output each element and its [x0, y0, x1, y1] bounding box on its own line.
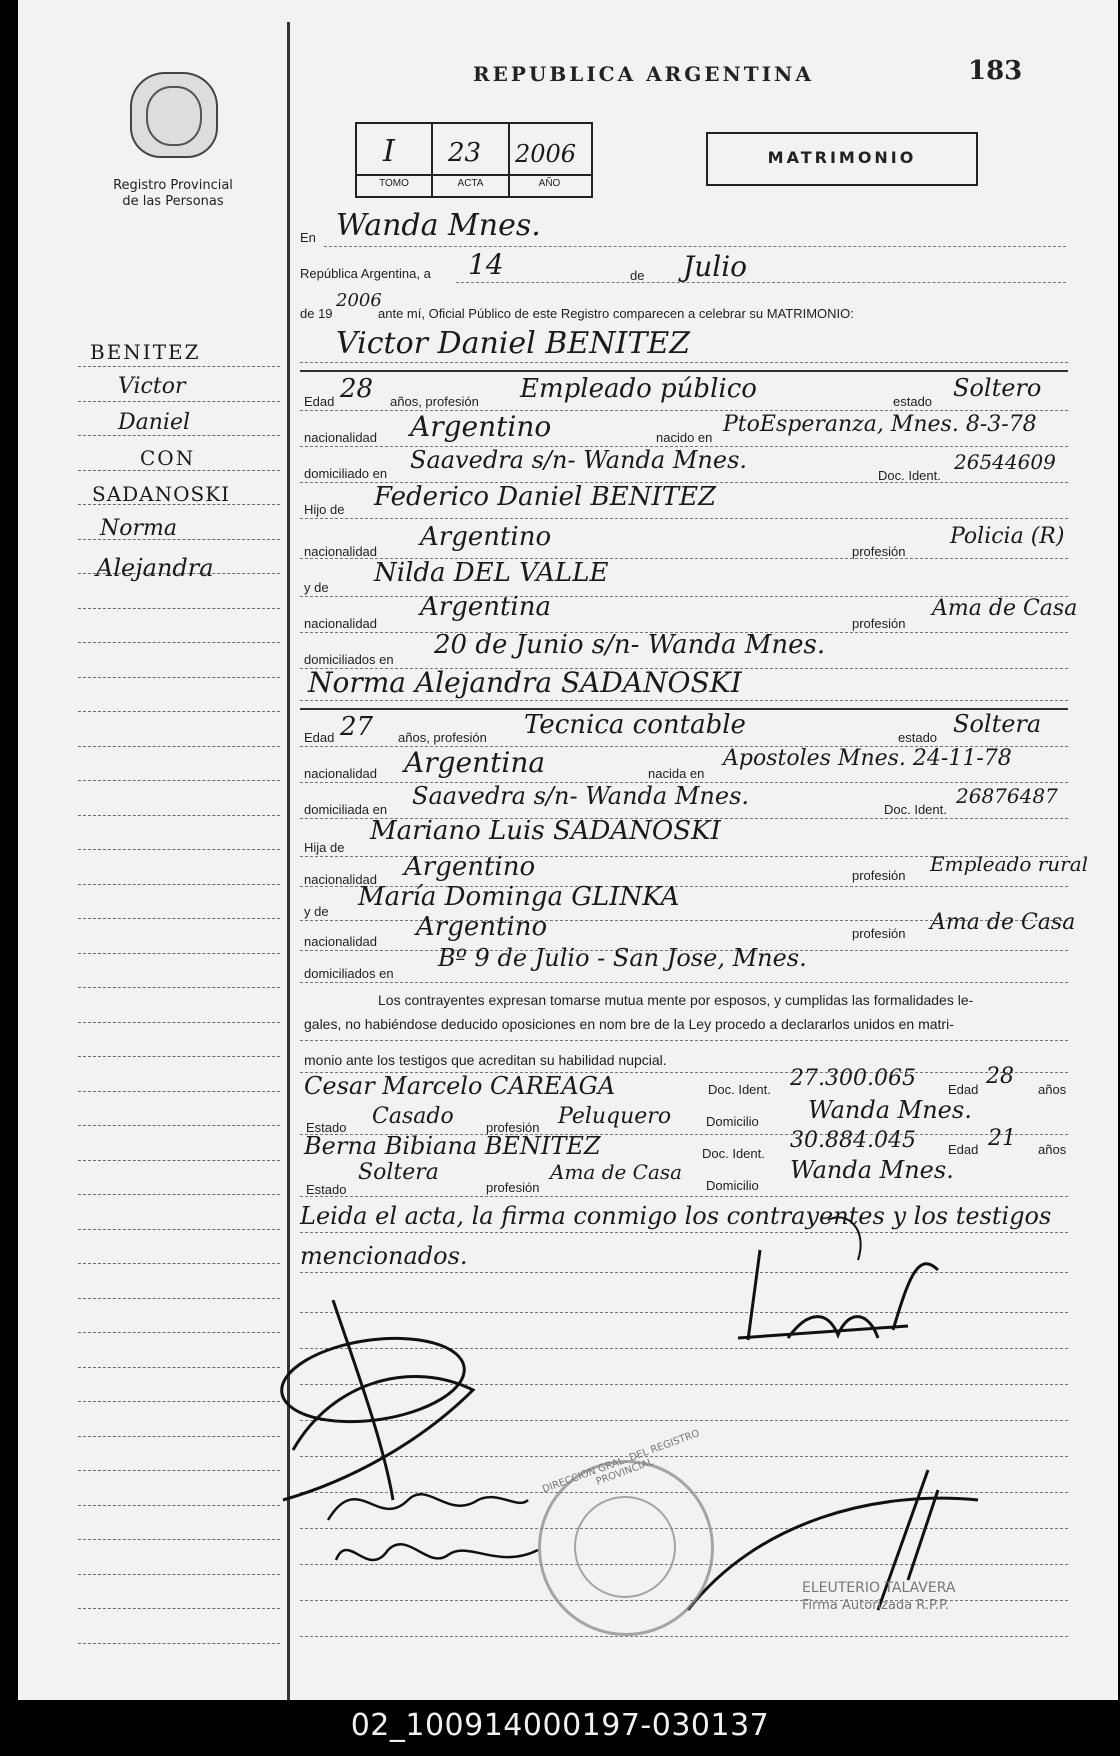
witness-1-anos-label: años	[1038, 1082, 1067, 1097]
witness-2-domicilio: Wanda Mnes.	[790, 1156, 954, 1184]
bride-padres-dom: Bº 9 de Julio - San Jose, Mnes.	[438, 944, 807, 972]
margin-rule	[78, 401, 280, 402]
margin-rule	[78, 1229, 280, 1230]
bride-edad: 27	[340, 712, 374, 742]
margin-rule	[78, 1539, 280, 1540]
groom-nacido-label: nacido en	[656, 430, 713, 445]
margin-rule	[78, 1367, 280, 1368]
bride-madre-nac-label: nacionalidad	[304, 934, 378, 949]
acta-caption: ACTA	[457, 178, 484, 189]
bride-padre-prof-label: profesión	[852, 868, 906, 883]
groom-madre: Nilda DEL VALLE	[374, 558, 609, 588]
bride-name-rule	[300, 700, 1068, 701]
registry-name: Registro Provincial de las Personas	[113, 178, 233, 209]
bride-doc-label: Doc. Ident.	[884, 802, 947, 817]
margin-rule	[78, 849, 280, 850]
year-value: 2006	[336, 290, 382, 311]
groom-nac-label: nacionalidad	[304, 430, 378, 445]
witness-2-domicilio-label: Domicilio	[706, 1178, 759, 1193]
bride-madre-prof-label: profesión	[852, 926, 906, 941]
witness-1-doc-label: Doc. Ident.	[708, 1082, 771, 1097]
place-rule	[324, 246, 1066, 247]
margin-rule	[78, 1505, 280, 1506]
witness-1-edad: 28	[986, 1064, 1014, 1089]
witness-1-profesion: Peluquero	[558, 1104, 672, 1129]
bride-yde-label: y de	[304, 904, 329, 919]
bride-estado: Soltera	[953, 710, 1042, 738]
margin-rule	[78, 642, 280, 643]
margin-rule	[78, 1608, 280, 1609]
box-caption-rule	[355, 174, 591, 176]
groom-padre-prof: Policia (R)	[950, 524, 1065, 549]
ano-caption: AÑO	[538, 178, 561, 189]
groom-estado: Soltero	[953, 374, 1042, 402]
place-value: Wanda Mnes.	[336, 208, 541, 243]
margin-rule	[78, 884, 280, 885]
margin-rule	[78, 746, 280, 747]
margin-rule	[78, 366, 280, 367]
margin-rule	[78, 711, 280, 712]
scan-id: 02_100914000197-030137	[350, 1708, 770, 1743]
month-value: Julio	[683, 250, 748, 283]
declaration-rule-1	[300, 1040, 1068, 1041]
margin-rule	[78, 1574, 280, 1575]
groom-yde-label: y de	[304, 580, 329, 595]
margin-line-5: SADANOSKI	[92, 482, 231, 506]
bride-madre-prof: Ama de Casa	[930, 910, 1076, 935]
groom-edad: 28	[340, 374, 374, 404]
groom-padre-nac-label: nacionalidad	[304, 544, 378, 559]
declaration-line-2: gales, no habiéndose deducido oposiciones en nom bre de la Ley procedo a declararlos unidos en matri-	[304, 1016, 954, 1032]
bride-padre: Mariano Luis SADANOSKI	[370, 816, 721, 846]
bride-edad-label: Edad	[304, 730, 335, 745]
groom-madre-prof: Ama de Casa	[932, 596, 1078, 621]
groom-domicilio: Saavedra s/n- Wanda Mnes.	[410, 446, 748, 474]
margin-line-4: CON	[140, 446, 196, 470]
tomo-value: I	[383, 134, 395, 169]
groom-nacido: PtoEsperanza, Mnes. 8-3-78	[723, 412, 1037, 437]
ano-value: 2006	[515, 140, 577, 168]
signature-officer	[718, 1190, 1018, 1370]
witness-1-domicilio: Wanda Mnes.	[808, 1096, 972, 1124]
bride-estado-label: estado	[898, 730, 938, 745]
margin-rule	[78, 1125, 280, 1126]
groom-name-rule	[300, 362, 1068, 363]
margin-rule	[78, 677, 280, 678]
bride-madre: María Dominga GLINKA	[358, 882, 680, 912]
margin-rule	[78, 1160, 280, 1161]
groom-madre-nac: Argentina	[420, 592, 551, 622]
witness-2-name: Berna Bibiana BENITEZ	[304, 1132, 601, 1160]
groom-line-4	[300, 518, 1068, 519]
groom-doc-label: Doc. Ident.	[878, 468, 941, 483]
groom-dom-label: domiciliado en	[304, 466, 388, 481]
document-page	[18, 0, 1118, 1700]
witness-2-edad: 21	[988, 1126, 1016, 1151]
margin-line-1: BENITEZ	[90, 340, 201, 364]
groom-nacionalidad: Argentino	[410, 410, 552, 443]
margin-rule	[78, 815, 280, 816]
closing-statement: Leida el acta, la firma conmigo los contrayentes y los testigos mencionados.	[300, 1202, 1052, 1270]
bride-nac-label: nacionalidad	[304, 766, 378, 781]
margin-rule	[78, 1194, 280, 1195]
bride-doc: 26876487	[956, 784, 1058, 808]
bride-profesion-label: años, profesión	[398, 730, 487, 745]
witness-2-anos-label: años	[1038, 1142, 1067, 1157]
margin-rule	[78, 435, 280, 436]
declaration-line-1: Los contrayentes expresan tomarse mutua mente por esposos, y cumplidas las formalidades le-	[378, 992, 974, 1008]
groom-madre-nac-label: nacionalidad	[304, 616, 378, 631]
margin-line-3: Daniel	[118, 410, 191, 435]
witness-2-estado-label: Estado	[306, 1182, 347, 1197]
witness-1-doc: 27.300.065	[790, 1066, 916, 1091]
margin-rule	[78, 470, 280, 471]
margin-line-7: Alejandra	[96, 554, 214, 582]
margin-rule	[78, 1022, 280, 1023]
bride-full-name: Norma Alejandra SADANOSKI	[308, 666, 742, 699]
groom-hijo-label: Hijo de	[304, 502, 345, 517]
witness-2-doc: 30.884.045	[790, 1128, 916, 1153]
acta-value: 23	[448, 138, 482, 168]
bride-nacionalidad: Argentina	[404, 746, 546, 779]
republica-label: República Argentina, a	[300, 266, 431, 281]
signature-witness-2	[328, 1520, 548, 1590]
date-rule	[456, 282, 1066, 283]
year-prefix: de 19	[300, 306, 333, 321]
groom-madre-prof-label: profesión	[852, 616, 906, 631]
groom-profesion: Empleado público	[520, 374, 757, 404]
bride-domicilio: Saavedra s/n- Wanda Mnes.	[412, 782, 750, 810]
margin-rule	[78, 918, 280, 919]
margin-line-6: Norma	[100, 516, 177, 541]
margin-rule	[78, 608, 280, 609]
margin-rule	[78, 1263, 280, 1264]
folio-number: 183	[968, 56, 1023, 86]
opening-sentence: ante mí, Oficial Público de este Registro comparecen a celebrar su MATRIMONIO:	[378, 306, 854, 321]
month-de-label: de	[630, 268, 645, 283]
witness-1-name: Cesar Marcelo CAREAGA	[304, 1072, 616, 1100]
witness-1-edad-label: Edad	[948, 1082, 979, 1097]
margin-rule	[78, 780, 280, 781]
witness-1-profesion-label: profesión	[486, 1120, 540, 1135]
registry-seal	[130, 72, 218, 158]
groom-estado-label: estado	[893, 394, 933, 409]
bride-line-8	[300, 982, 1068, 983]
signature-rule	[300, 1636, 1068, 1637]
bride-profesion: Tecnica contable	[524, 710, 746, 740]
groom-padres-dom: 20 de Junio s/n- Wanda Mnes.	[434, 630, 826, 660]
groom-padre: Federico Daniel BENITEZ	[374, 482, 717, 512]
margin-rule	[78, 1470, 280, 1471]
officer-name: ELEUTERIO TALAVERA	[802, 1580, 956, 1596]
declaration-line-3: monio ante los testigos que acreditan su habilidad nupcial.	[304, 1052, 667, 1068]
bride-padre-prof: Empleado rural	[930, 852, 1089, 876]
bride-nacida-label: nacida en	[648, 766, 705, 781]
witness-2-profesion-label: profesión	[486, 1180, 540, 1195]
registry-stamp-inner	[574, 1496, 676, 1598]
officer-title: Firma Autorizada R.P.P.	[802, 1598, 949, 1613]
groom-padre-nac: Argentino	[420, 522, 552, 552]
bride-madre-nac: Argentino	[416, 912, 548, 942]
margin-rule	[78, 1091, 280, 1092]
witness-1-estado-label: Estado	[306, 1120, 347, 1135]
witness-2-doc-label: Doc. Ident.	[702, 1146, 765, 1161]
groom-full-name: Victor Daniel BENITEZ	[336, 326, 691, 361]
bride-doms-label: domiciliados en	[304, 966, 394, 981]
witness-2-estado: Soltera	[358, 1160, 439, 1185]
country-heading: REPUBLICA ARGENTINA	[473, 62, 814, 86]
margin-rule	[78, 1332, 280, 1333]
witness-2-edad-label: Edad	[948, 1142, 979, 1157]
groom-profesion-label: años, profesión	[390, 394, 479, 409]
bride-padre-nac: Argentino	[404, 852, 536, 882]
groom-doc: 26544609	[954, 450, 1056, 474]
margin-rule	[78, 953, 280, 954]
seal-inner	[146, 86, 202, 146]
margin-rule	[78, 1056, 280, 1057]
witness-2-profesion: Ama de Casa	[550, 1160, 683, 1184]
bride-hija-label: Hija de	[304, 840, 345, 855]
stamp-text: DIRECCION GRAL. DEL REGISTRO PROVINCIAL	[541, 1428, 702, 1496]
day-value: 14	[468, 248, 504, 281]
groom-edad-label: Edad	[304, 394, 335, 409]
witness-1-domicilio-label: Domicilio	[706, 1114, 759, 1129]
act-type: MATRIMONIO	[767, 148, 917, 167]
witness-1-estado: Casado	[372, 1104, 454, 1129]
groom-doms-label: domiciliados en	[304, 652, 394, 667]
en-label: En	[300, 230, 316, 245]
margin-line-2: Victor	[118, 374, 186, 399]
bride-dom-label: domiciliada en	[304, 802, 388, 817]
bride-nacida: Apostoles Mnes. 24-11-78	[723, 746, 1012, 771]
bride-padre-nac-label: nacionalidad	[304, 872, 378, 887]
margin-rule	[78, 1401, 280, 1402]
tomo-caption: TOMO	[379, 178, 409, 189]
groom-section-rule	[300, 370, 1068, 372]
margin-rule	[78, 1436, 280, 1437]
groom-padre-prof-label: profesión	[852, 544, 906, 559]
margin-rule	[78, 1298, 280, 1299]
margin-rule	[78, 987, 280, 988]
margin-rule	[78, 1643, 280, 1644]
